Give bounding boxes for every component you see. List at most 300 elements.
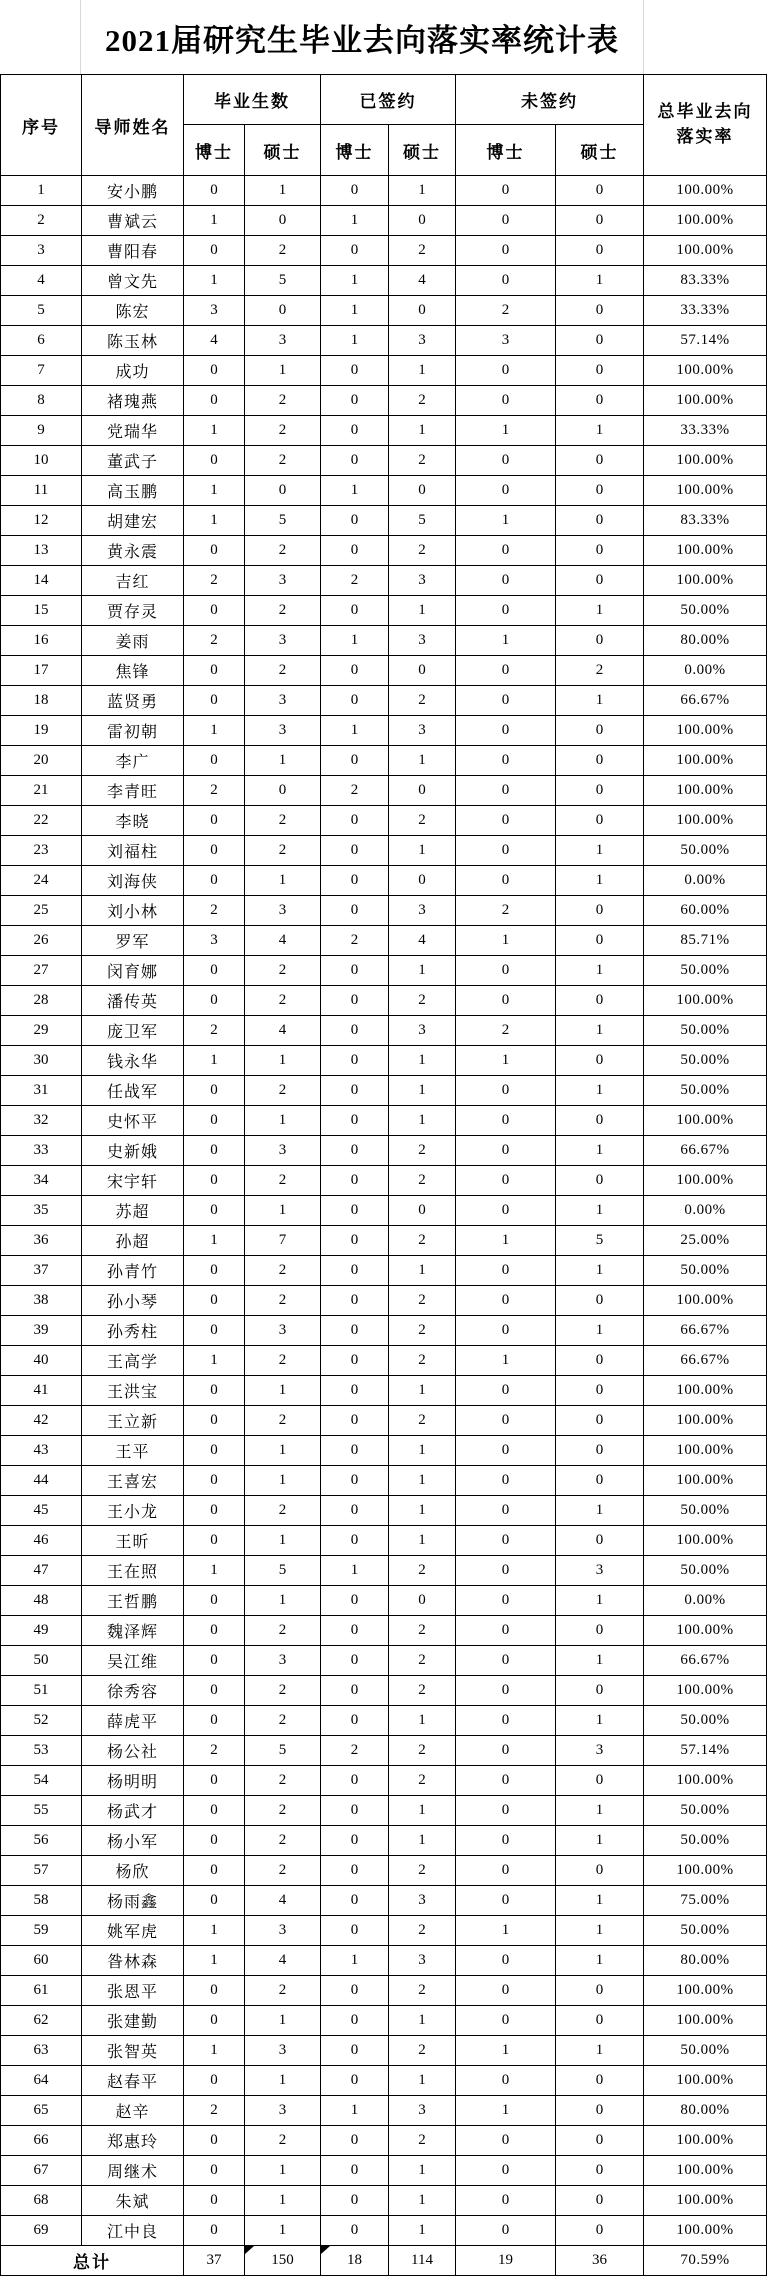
unsigned-master-cell: 0 [556, 296, 644, 326]
grad-doctor-cell: 1 [184, 416, 245, 446]
signed-master-cell: 1 [389, 2006, 456, 2036]
rate-cell: 57.14% [644, 1736, 767, 1766]
unsigned-master-cell: 0 [556, 806, 644, 836]
unsigned-master-cell: 1 [556, 2036, 644, 2066]
signed-master-cell: 1 [389, 176, 456, 206]
grad-master-cell: 4 [245, 1016, 321, 1046]
unsigned-master-cell: 0 [556, 716, 644, 746]
unsigned-master-cell: 0 [556, 446, 644, 476]
grad-master-cell: 2 [245, 1856, 321, 1886]
unsigned-doctor-cell: 0 [456, 806, 556, 836]
grad-doctor-cell: 0 [184, 1706, 245, 1736]
serial-cell: 46 [1, 1526, 82, 1556]
unsigned-master-cell: 0 [556, 1046, 644, 1076]
name-cell: 王平 [82, 1436, 184, 1466]
name-cell: 薛虎平 [82, 1706, 184, 1736]
serial-cell: 16 [1, 626, 82, 656]
signed-master-cell: 1 [389, 1466, 456, 1496]
serial-cell: 1 [1, 176, 82, 206]
unsigned-doctor-cell: 0 [456, 476, 556, 506]
serial-cell: 63 [1, 2036, 82, 2066]
title-band [0, 0, 768, 74]
unsigned-master-cell: 0 [556, 1976, 644, 2006]
grad-doctor-cell: 0 [184, 2156, 245, 2186]
unsigned-master-cell: 1 [556, 686, 644, 716]
grad-master-cell: 2 [245, 1616, 321, 1646]
serial-cell: 6 [1, 326, 82, 356]
unsigned-master-cell: 3 [556, 1736, 644, 1766]
unsigned-master-cell: 1 [556, 266, 644, 296]
rate-cell: 60.00% [644, 896, 767, 926]
rate-cell: 50.00% [644, 1556, 767, 1586]
serial-cell: 66 [1, 2126, 82, 2156]
unsigned-doctor-cell: 0 [456, 566, 556, 596]
header-unsigned-group: 未签约 [456, 75, 644, 125]
name-cell: 孙超 [82, 1226, 184, 1256]
grad-master-cell: 2 [245, 596, 321, 626]
unsigned-doctor-cell: 0 [456, 1796, 556, 1826]
unsigned-master-cell: 0 [556, 476, 644, 506]
unsigned-master-cell: 0 [556, 1526, 644, 1556]
serial-cell: 12 [1, 506, 82, 536]
name-cell: 周继术 [82, 2156, 184, 2186]
name-cell: 王喜宏 [82, 1466, 184, 1496]
rate-cell: 100.00% [644, 1376, 767, 1406]
unsigned-master-cell: 0 [556, 356, 644, 386]
signed-doctor-cell: 0 [321, 956, 389, 986]
grad-master-cell: 2 [245, 1256, 321, 1286]
signed-master-cell: 0 [389, 866, 456, 896]
unsigned-master-cell: 0 [556, 1616, 644, 1646]
rate-cell: 50.00% [644, 1496, 767, 1526]
signed-doctor-cell: 0 [321, 1886, 389, 1916]
unsigned-master-cell: 0 [556, 536, 644, 566]
rate-cell: 100.00% [644, 1436, 767, 1466]
name-cell: 陈宏 [82, 296, 184, 326]
grad-doctor-cell: 0 [184, 2006, 245, 2036]
signed-master-cell: 1 [389, 596, 456, 626]
name-cell: 贾存灵 [82, 596, 184, 626]
name-cell: 刘海侠 [82, 866, 184, 896]
header-total-rate [644, 75, 767, 176]
name-cell: 徐秀容 [82, 1676, 184, 1706]
name-cell: 任战军 [82, 1076, 184, 1106]
signed-master-cell: 1 [389, 2186, 456, 2216]
grad-master-cell: 4 [245, 926, 321, 956]
unsigned-doctor-cell: 1 [456, 416, 556, 446]
grad-master-cell: 1 [245, 1106, 321, 1136]
signed-master-cell: 1 [389, 1106, 456, 1136]
unsigned-master-cell: 1 [556, 1796, 644, 1826]
serial-cell: 61 [1, 1976, 82, 2006]
unsigned-master-cell: 1 [556, 866, 644, 896]
signed-master-cell: 1 [389, 2216, 456, 2246]
signed-doctor-cell: 0 [321, 2066, 389, 2096]
grad-doctor-cell: 0 [184, 536, 245, 566]
serial-cell: 58 [1, 1886, 82, 1916]
name-cell: 雷初朝 [82, 716, 184, 746]
grad-doctor-cell: 4 [184, 326, 245, 356]
name-cell: 高玉鹏 [82, 476, 184, 506]
signed-doctor-cell: 0 [321, 1256, 389, 1286]
rate-cell: 100.00% [644, 356, 767, 386]
name-cell: 苏超 [82, 1196, 184, 1226]
grad-doctor-cell: 0 [184, 1436, 245, 1466]
unsigned-doctor-cell: 0 [456, 1946, 556, 1976]
signed-master-cell: 1 [389, 1376, 456, 1406]
rate-cell: 85.71% [644, 926, 767, 956]
signed-doctor-cell: 0 [321, 1226, 389, 1256]
header-supervisor-name: 导师姓名 [82, 75, 184, 176]
signed-master-cell: 2 [389, 1226, 456, 1256]
signed-master-cell: 2 [389, 236, 456, 266]
signed-doctor-cell: 1 [321, 326, 389, 356]
name-cell: 褚瑰燕 [82, 386, 184, 416]
rate-cell: 100.00% [644, 206, 767, 236]
rate-cell: 50.00% [644, 1916, 767, 1946]
unsigned-doctor-cell: 1 [456, 626, 556, 656]
unsigned-doctor-cell: 0 [456, 686, 556, 716]
signed-master-cell: 0 [389, 1196, 456, 1226]
rate-cell: 100.00% [644, 1106, 767, 1136]
signed-doctor-cell: 0 [321, 1406, 389, 1436]
grad-master-cell: 2 [245, 446, 321, 476]
unsigned-doctor-cell: 0 [456, 1526, 556, 1556]
unsigned-doctor-cell: 0 [456, 1136, 556, 1166]
serial-cell: 67 [1, 2156, 82, 2186]
rate-cell: 100.00% [644, 476, 767, 506]
unsigned-doctor-cell: 0 [456, 596, 556, 626]
grad-master-cell: 4 [245, 1886, 321, 1916]
name-cell: 陈玉林 [82, 326, 184, 356]
rate-cell: 50.00% [644, 1796, 767, 1826]
name-cell: 杨武才 [82, 1796, 184, 1826]
serial-cell: 31 [1, 1076, 82, 1106]
serial-cell: 59 [1, 1916, 82, 1946]
grad-doctor-cell: 0 [184, 2126, 245, 2156]
signed-master-cell: 1 [389, 2156, 456, 2186]
serial-cell: 34 [1, 1166, 82, 1196]
signed-master-cell: 0 [389, 1586, 456, 1616]
serial-cell: 23 [1, 836, 82, 866]
signed-doctor-cell: 0 [321, 1586, 389, 1616]
serial-cell: 69 [1, 2216, 82, 2246]
grad-doctor-cell: 1 [184, 506, 245, 536]
unsigned-master-cell: 1 [556, 956, 644, 986]
unsigned-master-cell: 0 [556, 2156, 644, 2186]
grad-doctor-cell: 3 [184, 926, 245, 956]
signed-doctor-cell: 0 [321, 746, 389, 776]
grad-master-cell: 1 [245, 866, 321, 896]
unsigned-doctor-cell: 0 [456, 1076, 556, 1106]
signed-doctor-cell: 0 [321, 1766, 389, 1796]
signed-master-cell: 1 [389, 1436, 456, 1466]
name-cell: 昝林森 [82, 1946, 184, 1976]
signed-master-cell: 1 [389, 1046, 456, 1076]
signed-master-cell: 0 [389, 776, 456, 806]
signed-master-cell: 1 [389, 1796, 456, 1826]
rate-cell: 83.33% [644, 506, 767, 536]
unsigned-master-cell: 1 [556, 1136, 644, 1166]
signed-master-cell: 2 [389, 1166, 456, 1196]
name-cell: 胡建宏 [82, 506, 184, 536]
signed-master-cell: 1 [389, 1076, 456, 1106]
grad-doctor-cell: 0 [184, 806, 245, 836]
signed-master-cell: 2 [389, 986, 456, 1016]
rate-cell: 57.14% [644, 326, 767, 356]
header-signed-group: 已签约 [321, 75, 456, 125]
unsigned-doctor-cell: 0 [456, 1496, 556, 1526]
serial-cell: 43 [1, 1436, 82, 1466]
signed-doctor-cell: 0 [321, 1496, 389, 1526]
serial-cell: 45 [1, 1496, 82, 1526]
name-cell: 魏泽辉 [82, 1616, 184, 1646]
grad-master-cell: 3 [245, 716, 321, 746]
name-cell: 孙青竹 [82, 1256, 184, 1286]
name-cell: 闵育娜 [82, 956, 184, 986]
signed-doctor-cell: 0 [321, 1706, 389, 1736]
header-master-signed: 硕士 [389, 125, 456, 176]
name-cell: 江中良 [82, 2216, 184, 2246]
serial-cell: 17 [1, 656, 82, 686]
grad-doctor-cell: 2 [184, 566, 245, 596]
unsigned-doctor-cell: 1 [456, 2036, 556, 2066]
signed-master-cell: 2 [389, 2036, 456, 2066]
grad-master-cell: 1 [245, 1526, 321, 1556]
serial-cell: 35 [1, 1196, 82, 1226]
rate-cell: 100.00% [644, 1286, 767, 1316]
grad-master-cell: 2 [245, 1286, 321, 1316]
grad-master-cell: 5 [245, 266, 321, 296]
signed-doctor-cell: 0 [321, 2186, 389, 2216]
signed-master-cell: 2 [389, 686, 456, 716]
grad-doctor-cell: 0 [184, 1586, 245, 1616]
header-master-graduates: 硕士 [245, 125, 321, 176]
page-title: 2021届研究生毕业去向落实率统计表 [81, 0, 644, 74]
rate-cell: 66.67% [644, 1346, 767, 1376]
grad-master-cell: 5 [245, 506, 321, 536]
unsigned-master-cell: 0 [556, 626, 644, 656]
unsigned-doctor-cell: 0 [456, 1646, 556, 1676]
grad-master-cell: 1 [245, 356, 321, 386]
unsigned-master-cell: 0 [556, 2066, 644, 2096]
grad-master-cell: 2 [245, 1406, 321, 1436]
unsigned-master-cell: 0 [556, 986, 644, 1016]
total-value-cell: 19 [456, 2246, 556, 2276]
unsigned-doctor-cell: 0 [456, 1676, 556, 1706]
rate-cell: 100.00% [644, 536, 767, 566]
grad-doctor-cell: 0 [184, 386, 245, 416]
signed-doctor-cell: 0 [321, 2216, 389, 2246]
name-cell: 吉红 [82, 566, 184, 596]
unsigned-master-cell: 0 [556, 1466, 644, 1496]
grad-doctor-cell: 1 [184, 266, 245, 296]
rate-cell: 100.00% [644, 2186, 767, 2216]
grad-doctor-cell: 0 [184, 1976, 245, 2006]
signed-master-cell: 3 [389, 326, 456, 356]
signed-doctor-cell: 2 [321, 566, 389, 596]
unsigned-doctor-cell: 2 [456, 1016, 556, 1046]
serial-cell: 22 [1, 806, 82, 836]
rate-cell: 50.00% [644, 1046, 767, 1076]
name-cell: 王小龙 [82, 1496, 184, 1526]
grad-master-cell: 2 [245, 1976, 321, 2006]
signed-master-cell: 2 [389, 1616, 456, 1646]
grad-master-cell: 2 [245, 236, 321, 266]
name-cell: 张恩平 [82, 1976, 184, 2006]
unsigned-doctor-cell: 0 [456, 1856, 556, 1886]
unsigned-doctor-cell: 0 [456, 1616, 556, 1646]
grad-doctor-cell: 1 [184, 476, 245, 506]
grad-doctor-cell: 0 [184, 1286, 245, 1316]
name-cell: 董武子 [82, 446, 184, 476]
grad-master-cell: 2 [245, 1346, 321, 1376]
signed-master-cell: 1 [389, 1826, 456, 1856]
grad-master-cell: 3 [245, 686, 321, 716]
rate-cell: 100.00% [644, 1976, 767, 2006]
grad-master-cell: 3 [245, 626, 321, 656]
grad-doctor-cell: 0 [184, 1106, 245, 1136]
serial-cell: 3 [1, 236, 82, 266]
serial-cell: 2 [1, 206, 82, 236]
grad-master-cell: 3 [245, 896, 321, 926]
signed-doctor-cell: 0 [321, 1286, 389, 1316]
rate-cell: 33.33% [644, 416, 767, 446]
signed-doctor-cell: 0 [321, 2156, 389, 2186]
unsigned-master-cell: 1 [556, 1196, 644, 1226]
total-value-cell: 150 [245, 2246, 321, 2276]
serial-cell: 68 [1, 2186, 82, 2216]
rate-cell: 100.00% [644, 236, 767, 266]
unsigned-master-cell: 1 [556, 1946, 644, 1976]
rate-cell: 100.00% [644, 1466, 767, 1496]
rate-cell: 100.00% [644, 386, 767, 416]
signed-doctor-cell: 1 [321, 296, 389, 326]
signed-doctor-cell: 0 [321, 866, 389, 896]
grad-doctor-cell: 0 [184, 1376, 245, 1406]
rate-cell: 0.00% [644, 1196, 767, 1226]
rate-cell: 100.00% [644, 1406, 767, 1436]
serial-cell: 29 [1, 1016, 82, 1046]
signed-doctor-cell: 0 [321, 836, 389, 866]
grad-doctor-cell: 1 [184, 716, 245, 746]
name-cell: 李晓 [82, 806, 184, 836]
unsigned-master-cell: 2 [556, 656, 644, 686]
grad-doctor-cell: 0 [184, 1406, 245, 1436]
name-cell: 王昕 [82, 1526, 184, 1556]
serial-cell: 9 [1, 416, 82, 446]
grad-doctor-cell: 0 [184, 176, 245, 206]
serial-cell: 48 [1, 1586, 82, 1616]
serial-cell: 36 [1, 1226, 82, 1256]
unsigned-doctor-cell: 0 [456, 1106, 556, 1136]
unsigned-doctor-cell: 0 [456, 1286, 556, 1316]
grad-master-cell: 2 [245, 386, 321, 416]
serial-cell: 15 [1, 596, 82, 626]
grad-master-cell: 2 [245, 806, 321, 836]
grad-master-cell: 3 [245, 2096, 321, 2126]
signed-doctor-cell: 0 [321, 1136, 389, 1166]
name-cell: 曾文先 [82, 266, 184, 296]
serial-cell: 5 [1, 296, 82, 326]
signed-doctor-cell: 0 [321, 1916, 389, 1946]
grad-master-cell: 2 [245, 1796, 321, 1826]
signed-master-cell: 1 [389, 1496, 456, 1526]
name-cell: 王在照 [82, 1556, 184, 1586]
grad-doctor-cell: 0 [184, 1886, 245, 1916]
unsigned-master-cell: 0 [556, 506, 644, 536]
serial-cell: 28 [1, 986, 82, 1016]
signed-doctor-cell: 0 [321, 1856, 389, 1886]
grad-master-cell: 3 [245, 1646, 321, 1676]
signed-doctor-cell: 0 [321, 1166, 389, 1196]
grad-doctor-cell: 0 [184, 1316, 245, 1346]
grad-doctor-cell: 0 [184, 1136, 245, 1166]
name-cell: 史新娥 [82, 1136, 184, 1166]
grad-master-cell: 3 [245, 2036, 321, 2066]
serial-cell: 64 [1, 2066, 82, 2096]
unsigned-master-cell: 0 [556, 566, 644, 596]
signed-doctor-cell: 0 [321, 2006, 389, 2036]
unsigned-master-cell: 0 [556, 2096, 644, 2126]
grad-master-cell: 2 [245, 1676, 321, 1706]
grad-doctor-cell: 0 [184, 1856, 245, 1886]
grad-master-cell: 1 [245, 176, 321, 206]
grad-doctor-cell: 0 [184, 596, 245, 626]
signed-doctor-cell: 0 [321, 1826, 389, 1856]
total-value-cell: 114 [389, 2246, 456, 2276]
name-cell: 刘小林 [82, 896, 184, 926]
grad-master-cell: 2 [245, 1166, 321, 1196]
serial-cell: 33 [1, 1136, 82, 1166]
signed-doctor-cell: 0 [321, 506, 389, 536]
unsigned-master-cell: 0 [556, 1436, 644, 1466]
serial-cell: 39 [1, 1316, 82, 1346]
signed-master-cell: 2 [389, 446, 456, 476]
name-cell: 吴江维 [82, 1646, 184, 1676]
unsigned-doctor-cell: 0 [456, 1586, 556, 1616]
grad-doctor-cell: 0 [184, 836, 245, 866]
grad-doctor-cell: 1 [184, 1046, 245, 1076]
name-cell: 潘传英 [82, 986, 184, 1016]
serial-cell: 10 [1, 446, 82, 476]
signed-doctor-cell: 1 [321, 476, 389, 506]
grad-doctor-cell: 1 [184, 206, 245, 236]
name-cell: 孙小琴 [82, 1286, 184, 1316]
signed-master-cell: 2 [389, 1916, 456, 1946]
unsigned-doctor-cell: 1 [456, 1346, 556, 1376]
unsigned-doctor-cell: 0 [456, 956, 556, 986]
signed-doctor-cell: 0 [321, 356, 389, 386]
serial-cell: 57 [1, 1856, 82, 1886]
serial-cell: 24 [1, 866, 82, 896]
total-label-cell: 总计 [1, 2246, 184, 2276]
serial-cell: 37 [1, 1256, 82, 1286]
grad-doctor-cell: 2 [184, 626, 245, 656]
unsigned-doctor-cell: 1 [456, 2096, 556, 2126]
signed-doctor-cell: 0 [321, 1466, 389, 1496]
grad-doctor-cell: 0 [184, 2066, 245, 2096]
unsigned-master-cell: 1 [556, 1076, 644, 1106]
signed-master-cell: 2 [389, 536, 456, 566]
grad-master-cell: 3 [245, 1916, 321, 1946]
header-doctor-graduates: 博士 [184, 125, 245, 176]
serial-cell: 21 [1, 776, 82, 806]
unsigned-master-cell: 1 [556, 416, 644, 446]
signed-master-cell: 4 [389, 266, 456, 296]
total-value-cell: 18 [321, 2246, 389, 2276]
name-cell: 张建勤 [82, 2006, 184, 2036]
